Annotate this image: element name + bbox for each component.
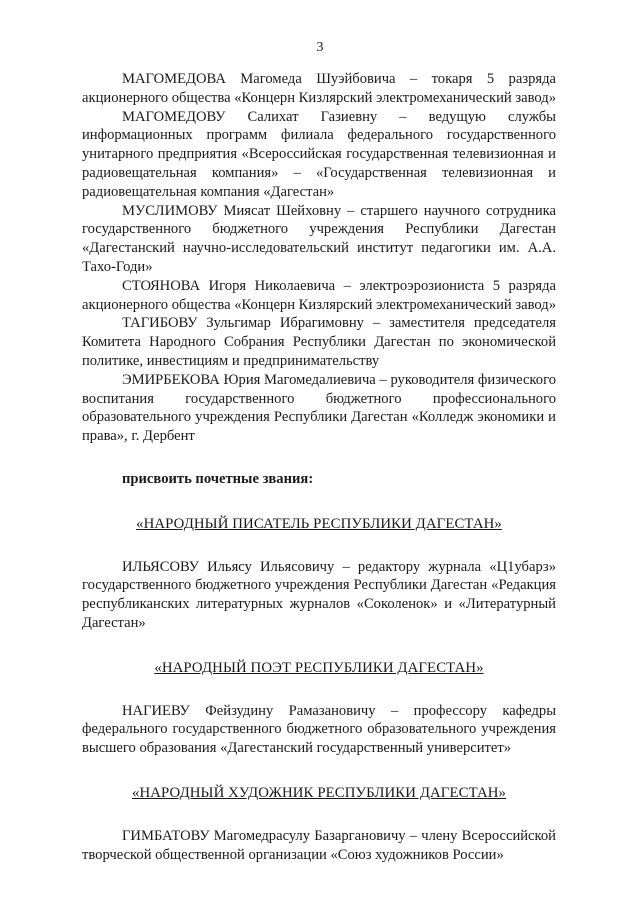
- awardee-details: Салихат Газиевну – ведущую службы информационных программ филиала федерального государственного унитарного предприятия «Всероссийская государственная телевизионная и радиовещательная компания» – «Государственная телевизионная и радиовещательная компания «Дагестан»: [82, 108, 556, 200]
- awardee-name: НАГИЕВУ: [122, 702, 190, 719]
- page-number: 3: [316, 40, 324, 55]
- awardee-details: Фейзудину Рамазановичу – профессору кафедры федерального государственного бюджетного образовательного учреждения высшего образования «Дагестанский государственный университет»: [82, 702, 556, 757]
- awardee-paragraph: [82, 827, 556, 865]
- awardee-paragraph: [82, 108, 556, 202]
- awardee-paragraph: [82, 202, 556, 277]
- honorary-title-heading: «НАРОДНЫЙ ПОЭТ РЕСПУБЛИКИ ДАГЕСТАН»: [154, 659, 484, 676]
- awardee-name: ЭМИРБЕКОВА: [122, 371, 220, 388]
- awardee-name: СТОЯНОВА: [122, 277, 201, 294]
- awardee-paragraph: [82, 702, 556, 758]
- awardee-details: Миясат Шейховну – старшего научного сотрудника государственного бюджетного учреждения Республики Дагестан «Дагестанский научно-исследовательский институт педагогики им. А.А. Тахо-Годи»: [82, 202, 556, 275]
- awardee-paragraph: [82, 314, 556, 370]
- awardee-details: Ильясу Ильясовичу – редактору журнала «Ц1убарз» государственного бюджетного учреждения Республики Дагестан «Редакция республиканских литературных журналов «Соколенок» и «Литературный Дагестан»: [82, 558, 556, 631]
- honorary-title-heading: «НАРОДНЫЙ ХУДОЖНИК РЕСПУБЛИКИ ДАГЕСТАН»: [131, 784, 507, 801]
- awardee-details: Зульгимар Ибрагимовну – заместителя председателя Комитета Народного Собрания Республики Дагестан по экономической политике, инвестициям и предпринимательству: [82, 315, 556, 369]
- awardee-paragraph: [82, 277, 556, 315]
- awardee-paragraph: [82, 371, 556, 446]
- decree-statement: присвоить почетные звания:: [122, 470, 314, 487]
- awardee-details: Магомеда Шуэйбовича – токаря 5 разряда акционерного общества «Концерн Кизлярский электромеханический завод»: [82, 71, 557, 106]
- awardee-name: ТАГИБОВУ: [122, 315, 198, 332]
- document-body: [82, 70, 556, 864]
- awardee-details: Юрия Магомедалиевича – руководителя физического воспитания государственного бюджетного профессионального образовательного учреждения Республики Дагестан «Колледж экономики и права», г. Дербент: [82, 371, 556, 445]
- awardee-details: Магомедрасулу Базаргановичу – члену Всероссийской творческой общественной организации «Союз художников России»: [82, 827, 556, 863]
- awardee-name: ИЛЬЯСОВУ: [122, 558, 199, 575]
- awardee-name: ГИМБАТОВУ: [122, 827, 210, 844]
- awardee-paragraph: [82, 558, 556, 633]
- awardee-name: МУСЛИМОВУ: [122, 202, 218, 219]
- honorary-title-heading: «НАРОДНЫЙ ПИСАТЕЛЬ РЕСПУБЛИКИ ДАГЕСТАН»: [136, 515, 502, 532]
- awardee-name: МАГОМЕДОВА: [122, 71, 226, 87]
- awardee-details: Игоря Николаевича – электроэрозиониста 5 разряда акционерного общества «Концерн Кизлярский электромеханический завод»: [82, 277, 557, 313]
- awardee-name: МАГОМЕДОВУ: [122, 108, 226, 125]
- awardee-paragraph: [82, 70, 556, 108]
